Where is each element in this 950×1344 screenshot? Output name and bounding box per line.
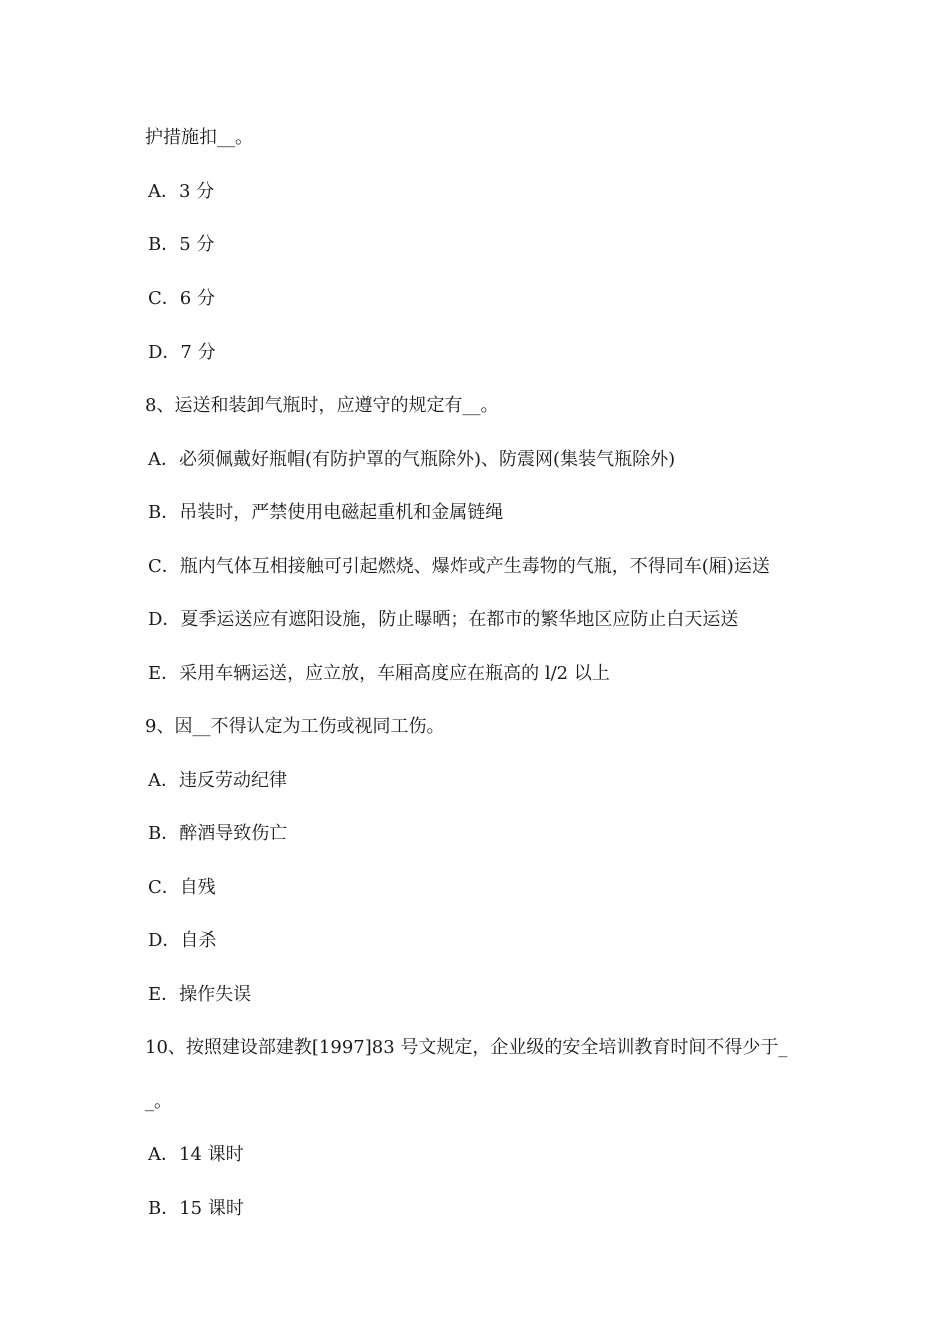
q10-option-b: B．15 课时: [148, 1198, 244, 1219]
q9-option-b: B．醉酒导致伤亡: [148, 823, 288, 844]
q7-option-a: A．3 分: [148, 181, 215, 202]
q8-option-b: B．吊装时，严禁使用电磁起重机和金属链绳: [148, 502, 504, 523]
q7-option-c: C．6 分: [148, 288, 215, 309]
q8-option-e: E．采用车辆运送，应立放，车厢高度应在瓶高的 l/2 以上: [148, 663, 610, 684]
question-7-continuation: 护措施扣__。: [145, 127, 253, 148]
q8-option-d: D．夏季运送应有遮阳设施，防止曝晒；在都市的繁华地区应防止白天运送: [148, 609, 739, 630]
q9-option-c: C．自残: [148, 877, 216, 898]
q9-option-e: E．操作失误: [148, 984, 252, 1005]
q9-option-a: A．违反劳动纪律: [148, 770, 287, 791]
question-8: 8、运送和装卸气瓶时，应遵守的规定有__。: [145, 395, 499, 416]
question-10-continuation: _。: [145, 1091, 172, 1112]
question-9: 9、因__不得认定为工伤或视同工伤。: [145, 716, 445, 737]
q7-option-b: B．5 分: [148, 234, 215, 255]
q10-option-a: A．14 课时: [148, 1144, 244, 1165]
q8-option-c: C．瓶内气体互相接触可引起燃烧、爆炸或产生毒物的气瓶，不得同车(厢)运送: [148, 556, 770, 577]
q8-option-a: A．必须佩戴好瓶帽(有防护罩的气瓶除外)、防震网(集装气瓶除外): [148, 449, 676, 470]
question-10: 10、按照建设部建教[1997]83 号文规定，企业级的安全培训教育时间不得少于_: [145, 1037, 788, 1058]
q9-option-d: D．自杀: [148, 930, 217, 951]
q7-option-d: D．7 分: [148, 342, 216, 363]
